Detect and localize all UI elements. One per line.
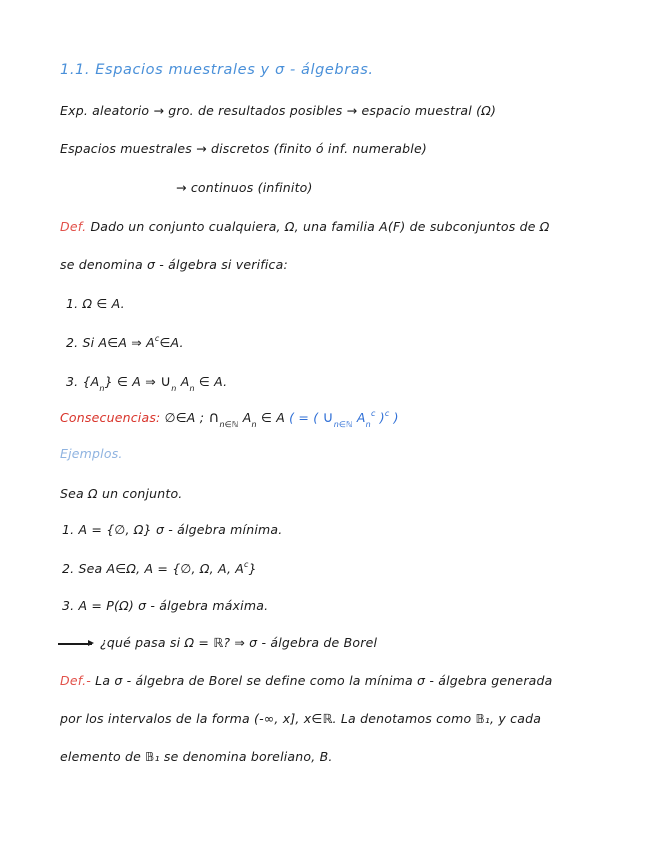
condition-2 — [66, 334, 184, 350]
intersection-symbol: ∩ — [208, 408, 220, 426]
def2-label: Def.- — [60, 673, 91, 688]
condition-3-end: ∈ A. — [194, 374, 228, 389]
consecuencias-label: Consecuencias: — [60, 410, 161, 425]
definition-borel — [60, 673, 553, 688]
complement-sup: c — [154, 334, 160, 343]
condition-1: 1. Ω ∈ A. — [66, 296, 125, 311]
example-3: 3. A = P(Ω) σ - álgebra máxima. — [62, 598, 269, 613]
union-symbol: ∪ — [160, 372, 172, 390]
definition-sigma-algebra — [60, 219, 550, 234]
def-text: Dado un conjunto cualquiera, Ω, una familia A(F) de subconjuntos de Ω — [90, 219, 550, 234]
line-espacios-muestrales: Espacios muestrales → discretos (finito ó inf. numerable) — [60, 141, 427, 156]
ejemplos-heading: Ejemplos. — [60, 446, 123, 461]
def2-text: La σ - álgebra de Borel se define como la mínima σ - álgebra generada — [90, 673, 553, 688]
consec-in-a: ∈ A — [256, 410, 285, 425]
condition-3-a: A — [176, 374, 190, 389]
condition-2-pre: 2. Si A∈A ⇒ A — [66, 335, 155, 350]
condition-2-post: ∈A. — [159, 335, 184, 350]
borel-question: ¿qué pasa si Ω = ℝ? ⇒ σ - álgebra de Borel — [100, 635, 378, 650]
def2-line3: elemento de 𝔹₁ se denomina boreliano, B. — [60, 749, 333, 764]
def-label: Def. — [60, 219, 87, 234]
blue-close-sup: c — [384, 409, 390, 418]
blue-an-sub: n — [365, 420, 371, 429]
arrow-icon — [58, 643, 92, 645]
consec-blue-expression — [284, 408, 399, 429]
condition-3-a-sub: n — [189, 384, 195, 393]
def2-line2: por los intervalos de la forma (-∞, x], x∈ℝ. La denotamos como 𝔹₁, y cada — [60, 711, 542, 726]
sea-omega-line: Sea Ω un conjunto. — [60, 486, 183, 501]
example-2-pre: 2. Sea A∈Ω, A = {∅, Ω, A, A — [62, 561, 245, 576]
consecuencias-line — [60, 408, 399, 429]
section-title: 1.1. Espacios muestrales y σ - álgebras. — [60, 62, 374, 78]
blue-end: ) — [389, 410, 399, 425]
consec-an-sub: n — [251, 420, 257, 429]
example-2-sup: c — [244, 560, 249, 569]
consec-an: A — [238, 410, 252, 425]
union-index-blue: n∈ℕ — [333, 420, 353, 429]
example-2-post: } — [248, 561, 257, 576]
condition-3-mid: } ∈ A ⇒ — [104, 374, 161, 389]
blue-open: ( = ( — [284, 410, 323, 425]
example-2 — [62, 560, 257, 576]
line-experimento: Exp. aleatorio → gro. de resultados posibles → espacio muestral (Ω) — [60, 103, 497, 118]
union-index: n — [171, 384, 177, 393]
blue-an: A — [352, 410, 366, 425]
consec-empty-set: ∅∈A ; — [160, 410, 209, 425]
blue-an-sup: c — [370, 409, 376, 418]
line-continuos: → continuos (infinito) — [176, 180, 313, 195]
example-1: 1. A = {∅, Ω} σ - álgebra mínima. — [62, 522, 283, 537]
intersection-index: n∈ℕ — [219, 420, 239, 429]
blue-close: ) — [375, 410, 385, 425]
condition-3-sub: n — [99, 384, 105, 393]
def-continuation: se denomina σ - álgebra si verifica: — [60, 257, 288, 272]
union-symbol-blue: ∪ — [322, 408, 334, 426]
condition-3 — [66, 372, 227, 393]
condition-3-pre: 3. {A — [66, 374, 100, 389]
